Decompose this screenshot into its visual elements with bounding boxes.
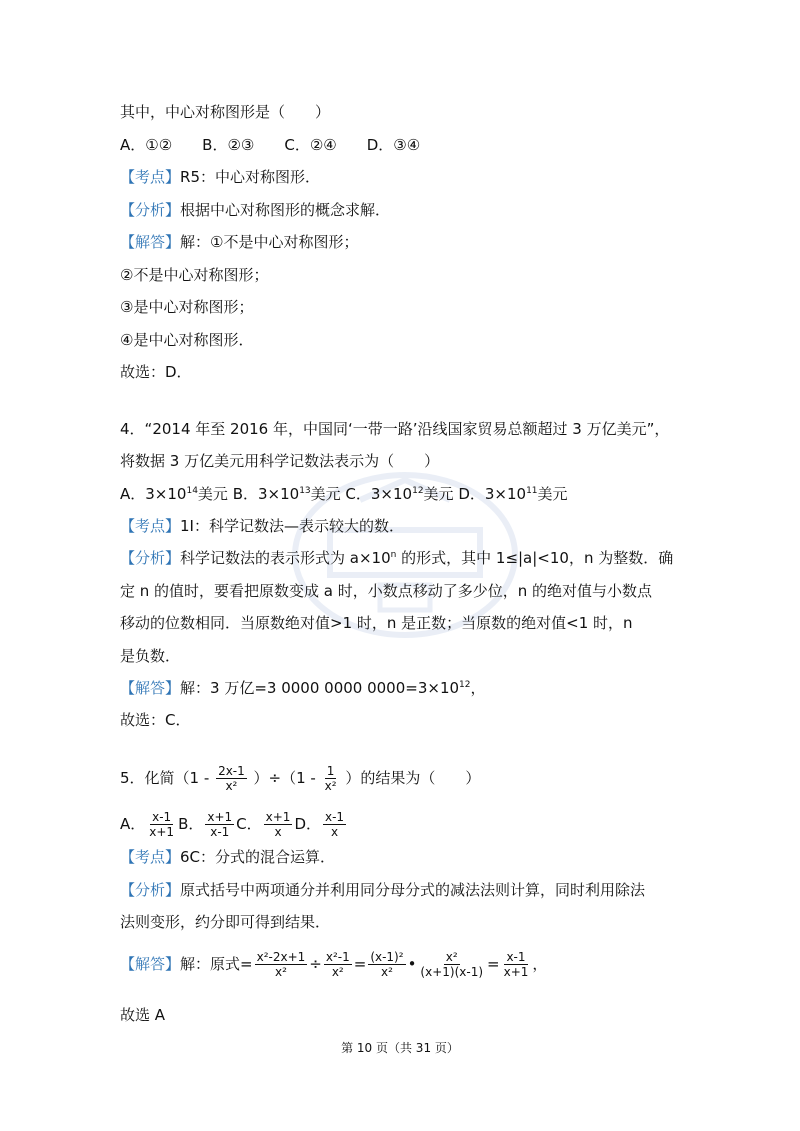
question-3-step-3: ③是中心对称图形； — [120, 298, 254, 316]
fraction-denominator: (x+1)(x-1) — [420, 965, 484, 979]
fraction-denominator: x² — [324, 779, 337, 793]
option-b-fraction — [205, 810, 234, 839]
jieda-comma: ， — [470, 679, 486, 697]
option-a-label: A． — [120, 815, 146, 833]
fraction-denominator: x — [274, 825, 282, 839]
fraction-numerator: x-1 — [152, 810, 172, 824]
fraction-denominator: x-1 — [210, 825, 230, 839]
question-4-fenxi-1 — [120, 547, 673, 569]
fenxi-text: 原式括号中两项通分并利用同分母分式的减法法则计算，同时利用除法 — [180, 881, 646, 899]
option-d-text: 美元 D．3×10 — [423, 485, 527, 503]
question-4-fenxi-4: 是负数． — [120, 647, 181, 665]
page-footer: 第 10 页（共 31 页） — [341, 1041, 459, 1055]
equals-sign: = — [353, 955, 367, 973]
fenxi-text: 根据中心对称图形的概念求解． — [180, 201, 391, 219]
option-a-text: A．3×10 — [120, 485, 187, 503]
question-5-options — [120, 810, 348, 839]
fraction — [323, 764, 339, 793]
question-5-stem — [120, 764, 480, 793]
option-a-exponent: 14 — [186, 486, 198, 496]
question-3-jieda — [120, 231, 358, 253]
kaodian-tag: 【考点】 — [120, 848, 181, 866]
fenxi-text-cont: 的形式，其中 1≤|a|<10，n 为整数．确 — [396, 549, 674, 567]
fraction-numerator: x²-2x+1 — [256, 950, 306, 964]
kaodian-text: 6C：分式的混合运算． — [180, 848, 336, 866]
fraction — [368, 950, 405, 979]
fraction — [324, 950, 352, 979]
fraction-denominator: x — [330, 825, 339, 839]
jieda-text: 解：原式= — [180, 955, 253, 973]
question-4-fenxi-2: 定 n 的值时，要看把原数变成 a 时，小数点移动了多少位，n 的绝对值与小数点 — [120, 582, 653, 600]
question-5-fenxi-2: 法则变形，约分即可得到结果． — [120, 913, 331, 931]
fraction-numerator: 2x-1 — [218, 764, 245, 778]
fraction — [418, 950, 485, 979]
question-3-stem: 其中，中心对称图形是（ ） — [120, 103, 331, 121]
kaodian-text: 1I：科学记数法—表示较大的数． — [180, 517, 404, 535]
question-3-step-4: ④是中心对称图形． — [120, 331, 254, 349]
comma: ， — [532, 955, 548, 973]
fraction-numerator: x-1 — [506, 950, 526, 964]
stem-mid: ）÷（1 - — [253, 769, 316, 787]
question-3-answer: 故选：D． — [120, 363, 192, 381]
question-4-answer: 故选：C． — [120, 711, 191, 729]
option-d-exponent: 11 — [526, 486, 538, 496]
option-c-exponent: 12 — [412, 486, 424, 496]
fraction-numerator: (x-1)² — [370, 950, 404, 964]
question-4-stem-1: 4．“2014 年至 2016 年，中国同‘一带一路’沿线国家贸易总额超过 3 万亿美元”， — [120, 420, 670, 438]
fraction-denominator: x+1 — [149, 825, 175, 839]
multiply-dot: • — [407, 955, 417, 973]
question-3-options: A．①② B．②③ C．②④ D．③④ — [120, 136, 421, 154]
fraction-numerator: x+1 — [265, 810, 291, 824]
option-c-fraction — [264, 810, 293, 839]
option-b-exponent: 13 — [299, 486, 311, 496]
option-c-label: C． — [236, 815, 262, 833]
fraction-numerator: 1 — [326, 764, 335, 778]
question-5-fenxi-1 — [120, 879, 645, 901]
stem-pre: 5．化简（1 - — [120, 769, 210, 787]
question-5-answer: 故选 A — [120, 1006, 166, 1024]
kaodian-tag: 【考点】 — [120, 168, 181, 186]
jieda-tag: 【解答】 — [120, 955, 181, 973]
kaodian-text: R5：中心对称图形． — [180, 168, 320, 186]
fraction-denominator: x² — [331, 965, 344, 979]
fenxi-exponent: n — [390, 550, 397, 560]
question-5-jieda — [120, 950, 547, 979]
fraction — [502, 950, 531, 979]
jieda-tag: 【解答】 — [120, 679, 181, 697]
fraction-denominator: x+1 — [503, 965, 529, 979]
fenxi-tag: 【分析】 — [120, 201, 181, 219]
question-3-fenxi — [120, 199, 390, 221]
equals-sign: = — [487, 955, 500, 973]
option-c-text: 美元 C．3×10 — [310, 485, 413, 503]
question-4-kaodian — [120, 515, 404, 537]
jieda-exponent: 12 — [459, 680, 471, 690]
kaodian-tag: 【考点】 — [120, 517, 181, 535]
question-4-fenxi-3: 移动的位数相同．当原数绝对值>1 时，n 是正数；当原数的绝对值<1 时，n — [120, 614, 633, 632]
fraction-numerator: x-1 — [325, 810, 345, 824]
fraction-numerator: x+1 — [207, 810, 233, 824]
option-a-fraction — [147, 810, 176, 839]
jieda-tag: 【解答】 — [120, 233, 181, 251]
fenxi-text: 科学记数法的表示形式为 a×10 — [180, 549, 391, 567]
fraction — [255, 950, 308, 979]
question-4-stem-2: 将数据 3 万亿美元用科学记数法表示为（ ） — [120, 452, 440, 470]
question-4-options — [120, 483, 568, 505]
fraction — [216, 764, 247, 793]
fraction-numerator: x² — [445, 950, 458, 964]
fraction-denominator: x² — [274, 965, 287, 979]
option-d-label: D． — [294, 815, 321, 833]
fraction-denominator: x² — [225, 779, 238, 793]
fraction-numerator: x²-1 — [325, 950, 350, 964]
question-3-step-2: ②不是中心对称图形； — [120, 266, 269, 284]
option-end-text: 美元 — [537, 485, 568, 503]
option-d-fraction — [323, 810, 346, 839]
jieda-text: 解：①不是中心对称图形； — [180, 233, 359, 251]
option-b-label: B． — [178, 815, 204, 833]
divide-sign: ÷ — [309, 955, 322, 973]
fenxi-tag: 【分析】 — [120, 881, 181, 899]
stem-post: ）的结果为（ ） — [345, 769, 481, 787]
question-4-jieda — [120, 677, 486, 699]
fraction-denominator: x² — [380, 965, 393, 979]
question-3-kaodian — [120, 166, 320, 188]
option-b-text: 美元 B．3×10 — [197, 485, 300, 503]
jieda-text: 解：3 万亿=3 0000 0000 0000=3×10 — [180, 679, 460, 697]
fenxi-tag: 【分析】 — [120, 549, 181, 567]
question-5-kaodian — [120, 846, 335, 868]
